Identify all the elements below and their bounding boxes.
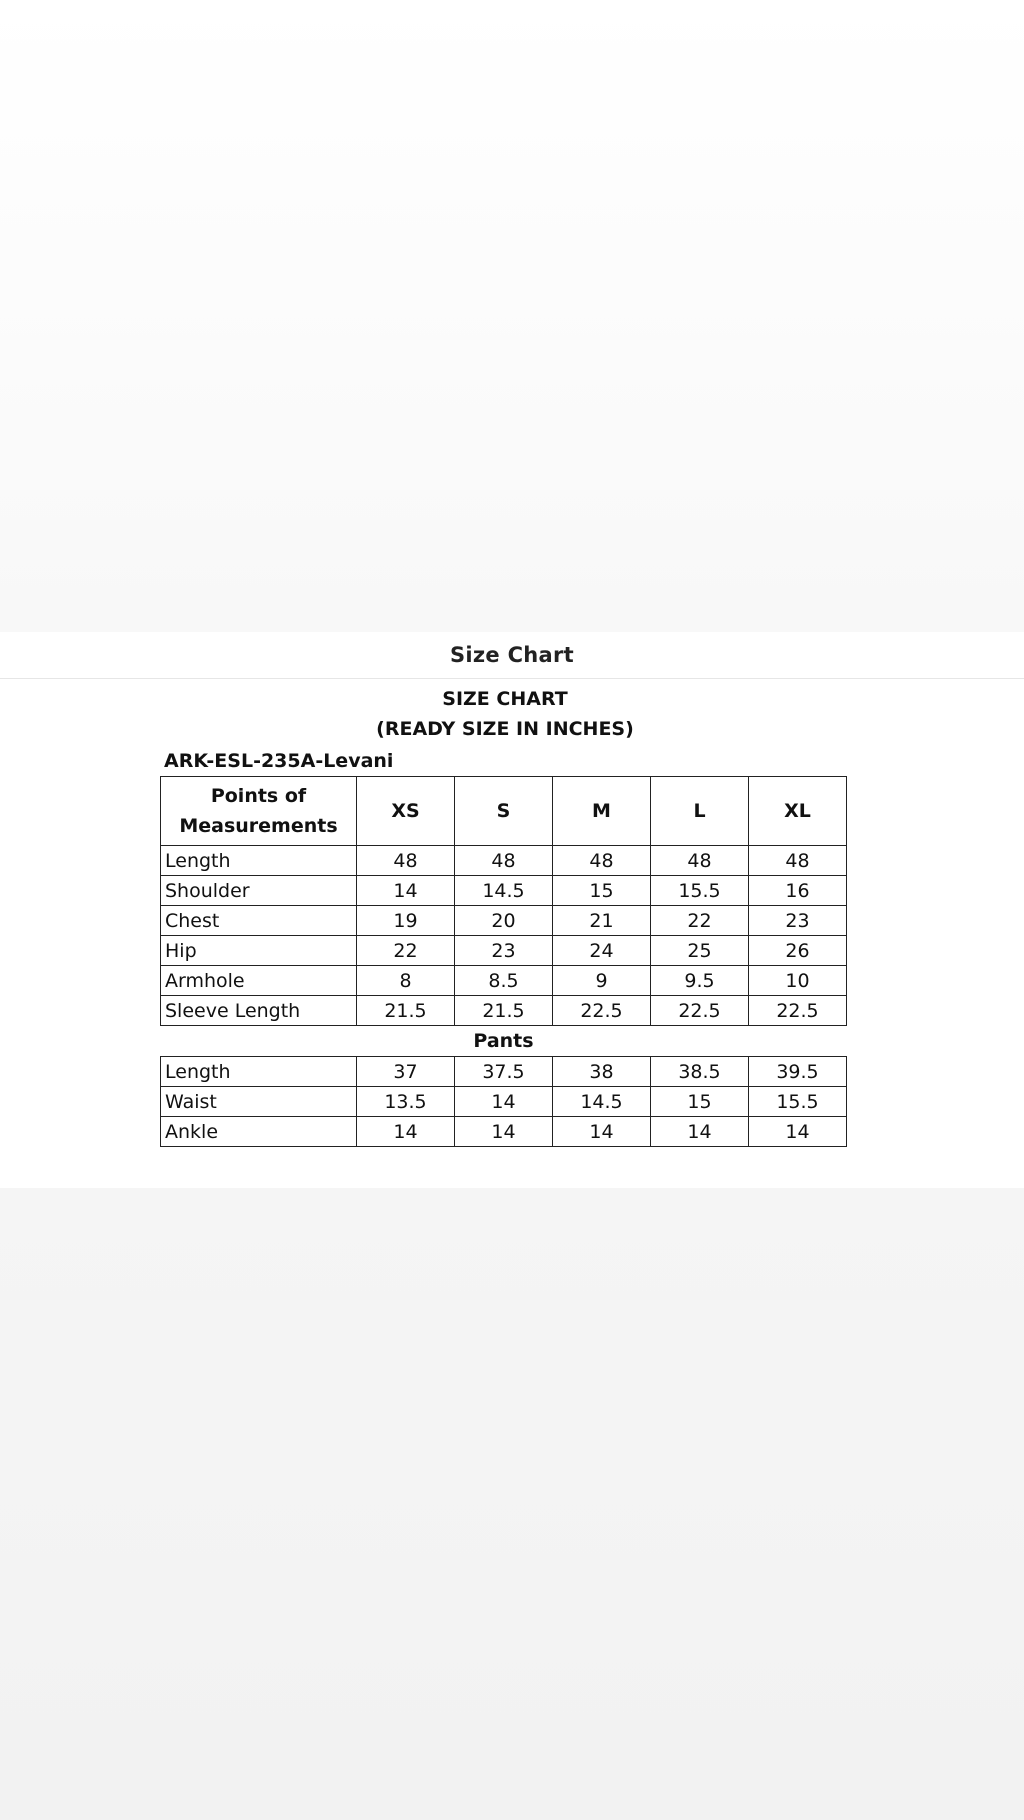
pants-heading: Pants bbox=[473, 1030, 534, 1052]
measurement-value: 8.5 bbox=[455, 966, 553, 996]
measurement-value: 22.5 bbox=[553, 996, 651, 1026]
measurement-value: 13.5 bbox=[357, 1087, 455, 1117]
measurement-value: 21.5 bbox=[357, 996, 455, 1026]
measurement-value: 15.5 bbox=[651, 876, 749, 906]
measurement-value: 48 bbox=[455, 846, 553, 876]
measurement-value: 16 bbox=[749, 876, 847, 906]
header-size-cell: M bbox=[553, 777, 651, 846]
table-row bbox=[161, 1057, 847, 1087]
measurement-value: 48 bbox=[357, 846, 455, 876]
header-size-cell: XS bbox=[357, 777, 455, 846]
header-size-cell: XL bbox=[749, 777, 847, 846]
measurement-value: 9.5 bbox=[651, 966, 749, 996]
modal-header bbox=[0, 632, 1024, 679]
table-row bbox=[161, 906, 847, 936]
header-label-line-1: Points of bbox=[210, 785, 307, 807]
measurement-value: 38 bbox=[553, 1057, 651, 1087]
measurement-value: 22 bbox=[357, 936, 455, 966]
measurement-value: 24 bbox=[553, 936, 651, 966]
header-label-line-2: Measurements bbox=[179, 815, 338, 837]
measurement-value: 14 bbox=[651, 1117, 749, 1147]
header-size-cell: L bbox=[651, 777, 749, 846]
measurement-label: Ankle bbox=[161, 1117, 357, 1147]
measurement-value: 21.5 bbox=[455, 996, 553, 1026]
measurement-label: Length bbox=[161, 1057, 357, 1087]
measurement-value: 23 bbox=[749, 906, 847, 936]
top-rows bbox=[161, 846, 847, 1026]
measurement-label: Waist bbox=[161, 1087, 357, 1117]
header-size-cell: S bbox=[455, 777, 553, 846]
measurement-value: 48 bbox=[749, 846, 847, 876]
measurement-label: Armhole bbox=[161, 966, 357, 996]
table-row bbox=[161, 1087, 847, 1117]
size-chart-image bbox=[160, 684, 850, 1147]
top-size-table bbox=[160, 776, 847, 1026]
measurement-label: Shoulder bbox=[161, 876, 357, 906]
chart-heading bbox=[160, 684, 850, 744]
table-row bbox=[161, 966, 847, 996]
pants-rows bbox=[161, 1057, 847, 1147]
measurement-value: 25 bbox=[651, 936, 749, 966]
measurement-value: 22.5 bbox=[651, 996, 749, 1026]
measurement-value: 23 bbox=[455, 936, 553, 966]
measurement-value: 37.5 bbox=[455, 1057, 553, 1087]
table-header-row bbox=[161, 777, 847, 846]
measurement-value: 38.5 bbox=[651, 1057, 749, 1087]
measurement-value: 9 bbox=[553, 966, 651, 996]
measurement-value: 14.5 bbox=[553, 1087, 651, 1117]
table-row bbox=[161, 876, 847, 906]
measurement-value: 15 bbox=[651, 1087, 749, 1117]
measurement-value: 14 bbox=[357, 1117, 455, 1147]
table-row bbox=[161, 846, 847, 876]
measurement-value: 14 bbox=[455, 1117, 553, 1147]
chart-heading-line-2: (READY SIZE IN INCHES) bbox=[376, 718, 634, 740]
measurement-value: 15 bbox=[553, 876, 651, 906]
measurement-value: 14 bbox=[553, 1117, 651, 1147]
measurement-value: 14 bbox=[455, 1087, 553, 1117]
size-chart-modal bbox=[0, 632, 1024, 1188]
measurement-value: 21 bbox=[553, 906, 651, 936]
measurement-value: 26 bbox=[749, 936, 847, 966]
page-backdrop-top bbox=[0, 0, 1024, 632]
page-backdrop-bottom bbox=[0, 1188, 1024, 1820]
measurement-label: Chest bbox=[161, 906, 357, 936]
measurement-value: 48 bbox=[651, 846, 749, 876]
measurement-value: 22 bbox=[651, 906, 749, 936]
measurement-label: Length bbox=[161, 846, 357, 876]
modal-title: Size Chart bbox=[449, 643, 575, 667]
table-row bbox=[161, 1117, 847, 1147]
measurement-value: 22.5 bbox=[749, 996, 847, 1026]
measurement-label: Sleeve Length bbox=[161, 996, 357, 1026]
measurement-value: 8 bbox=[357, 966, 455, 996]
measurement-value: 19 bbox=[357, 906, 455, 936]
header-label-cell bbox=[161, 777, 357, 846]
measurement-value: 14 bbox=[357, 876, 455, 906]
table-row bbox=[161, 996, 847, 1026]
measurement-value: 14.5 bbox=[455, 876, 553, 906]
measurement-value: 10 bbox=[749, 966, 847, 996]
product-code: ARK-ESL-235A-Levani bbox=[164, 750, 394, 772]
measurement-value: 15.5 bbox=[749, 1087, 847, 1117]
measurement-label: Hip bbox=[161, 936, 357, 966]
measurement-value: 14 bbox=[749, 1117, 847, 1147]
measurement-value: 39.5 bbox=[749, 1057, 847, 1087]
measurement-value: 48 bbox=[553, 846, 651, 876]
chart-heading-line-1: SIZE CHART bbox=[442, 688, 568, 710]
pants-size-table bbox=[160, 1056, 847, 1147]
measurement-value: 20 bbox=[455, 906, 553, 936]
measurement-value: 37 bbox=[357, 1057, 455, 1087]
table-row bbox=[161, 936, 847, 966]
